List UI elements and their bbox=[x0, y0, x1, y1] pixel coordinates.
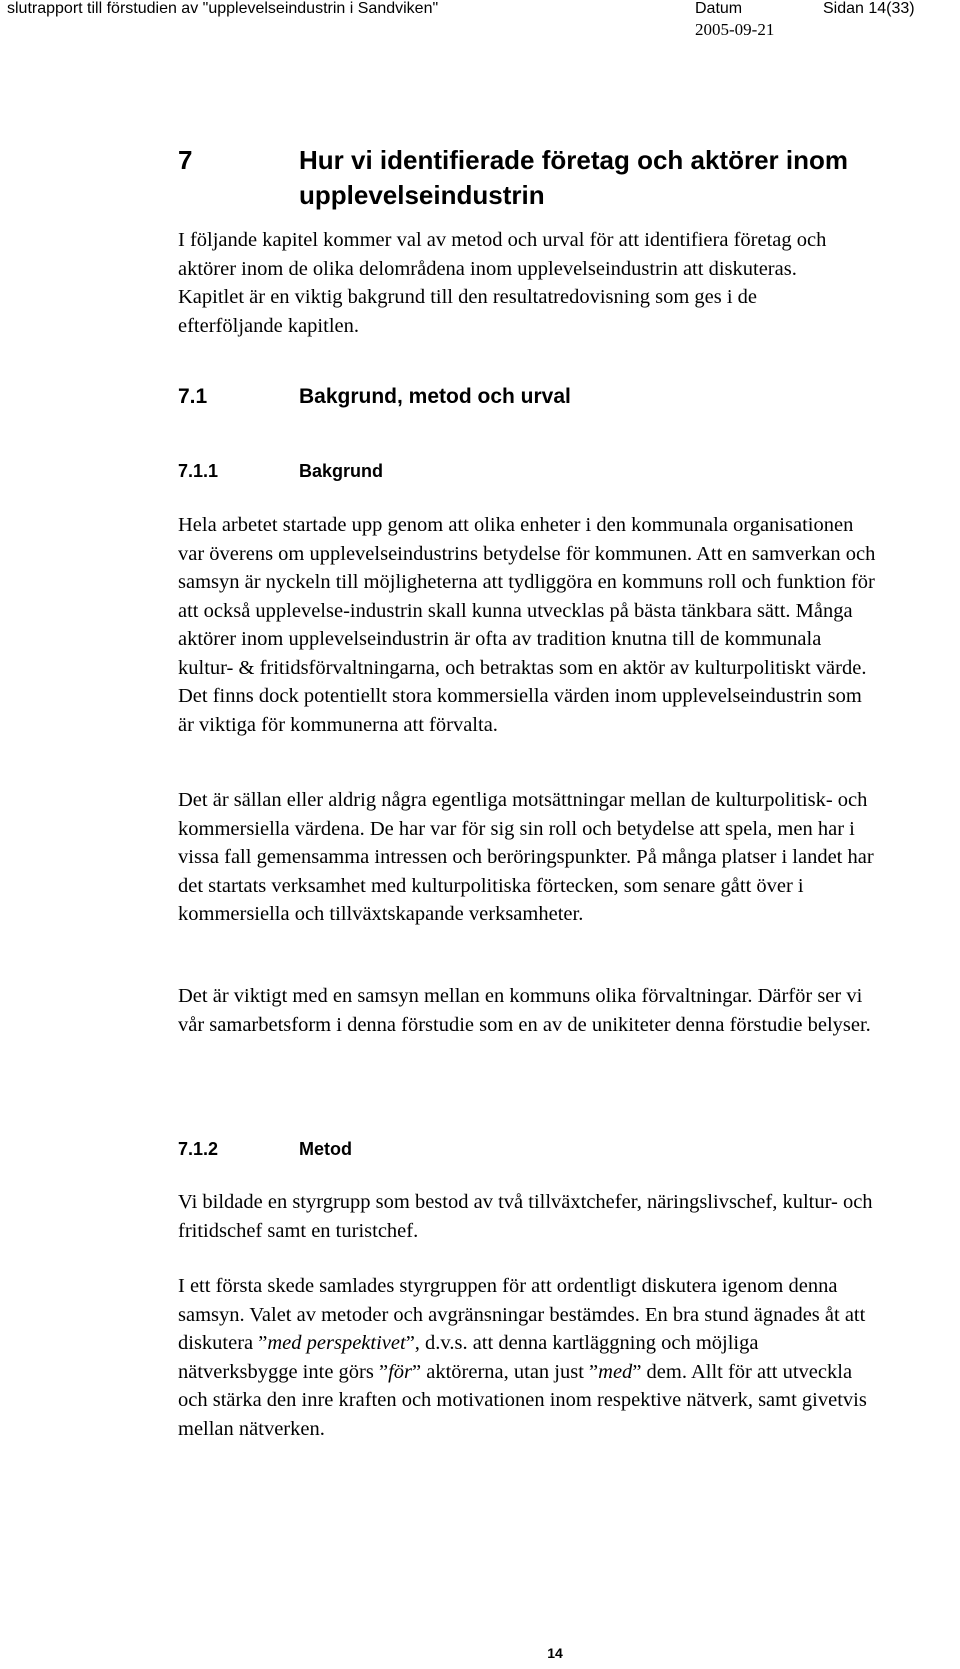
bakgrund-paragraph-3: Det är viktigt med en samsyn mellan en kommuns olika förvaltningar. Därför ser vi vår samarbetsform i denna förstudie som en av de unikiteter denna förstudie belyser. bbox=[178, 985, 871, 1036]
page-indicator: Sidan 14(33) bbox=[823, 0, 915, 17]
page-number: 14 bbox=[547, 1645, 563, 1661]
chapter-title: Hur vi identifierade företag och aktörer inom upplevelseindustrin bbox=[299, 145, 848, 210]
emphasis: med bbox=[598, 1360, 633, 1383]
document-title: slutrapport till förstudien av "upplevelseindustrin i Sandviken" bbox=[7, 0, 439, 17]
subsection-title: Metod bbox=[299, 1139, 352, 1159]
subsection-number: 7.1.1 bbox=[178, 461, 219, 481]
subsection-title: Bakgrund bbox=[299, 461, 384, 481]
subsection-number: 7.1.2 bbox=[178, 1139, 219, 1159]
metod-paragraph-1: Vi bildade en styrgrupp som bestod av två tillväxtchefer, näringslivschef, kultur- och fritidschef samt en turistchef. bbox=[178, 1191, 873, 1242]
emphasis: med perspektivet bbox=[267, 1332, 406, 1354]
section-number: 7.1 bbox=[178, 385, 208, 408]
date-label: Datum bbox=[695, 0, 743, 17]
bakgrund-paragraph-1: Hela arbetet startade upp genom att olika enheter i den kommunala organisationen var överens om upplevelseindustrins betydelse för kommunen. Att en samverkan och samsyn är nyckeln till möjligheterna att tydliggöra en kommuns roll och funktion för att också upplevelse-industrin skall kunna utvecklas på bästa tänkbara sätt. Många aktörer inom upplevelseindustrin är ofta av tradition knutna till de kommunala kultur- & fritidsförvaltningarna, och betraktas som en aktör av kulturpolitiskt värde. Det finns dock potentiellt stora kommersiella värden inom upplevelseindustrin som är viktiga för kommunerna att förvalta. bbox=[178, 514, 876, 736]
document-date: 2005-09-21 bbox=[695, 20, 775, 39]
section-title: Bakgrund, metod och urval bbox=[299, 385, 571, 408]
emphasis: för bbox=[388, 1360, 413, 1383]
metod-paragraph-2: I ett första skede samlades styrgruppen för att ordentligt diskutera igenom denna samsyn. Valet av metoder och avgränsningar bestämdes. En bra stund ägnades åt att diskutera ”med perspektivet”, d.v.s. att denna kartläggning och möjliga nätverksbygge inte görs ”för” aktörerna, utan just ”med” dem. Allt för att utveckla och stärka den inre kraften och motivationen inom respektive nätverk, samt givetvis mellan nätverken. bbox=[178, 1275, 867, 1440]
chapter-intro: I följande kapitel kommer val av metod och urval för att identifiera företag och aktörer inom de olika delområdena inom upplevelseindustrin att diskuteras. Kapitlet är en viktig bakgrund till den resultatredovisning som ges i de efterföljande kapitlen. bbox=[178, 229, 827, 337]
bakgrund-paragraph-2: Det är sällan eller aldrig några egentliga motsättningar mellan de kulturpolitisk- och kommersiella värdena. De har var för sig sin roll och betydelse att spela, men har i vissa fall gemensamma intressen och beröringspunkter. På många platser i landet har det startats verksamhet med kulturpolitiska förtecken, som senare gått över i kommersiella och tillväxtskapande verksamheter. bbox=[178, 789, 874, 925]
page-header bbox=[0, 0, 960, 40]
chapter-number: 7 bbox=[178, 145, 193, 175]
